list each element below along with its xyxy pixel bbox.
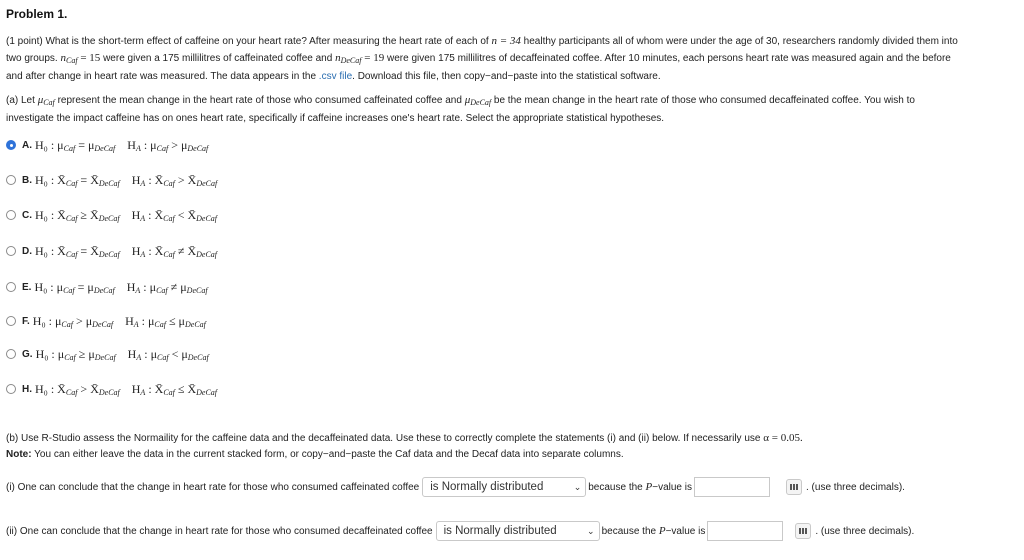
because-text: because the xyxy=(588,481,643,493)
option-a[interactable] xyxy=(6,136,208,154)
statement-i-text: (i) One can conclude that the change in heart rate for those who consumed caffeinated coffee xyxy=(6,481,420,493)
ndecaf-sub: DeCaf xyxy=(340,56,362,65)
note-text: You can either leave the data in the current stacked form, or copy−and−paste the Caf data and the Decaf data into separate columns. xyxy=(34,449,624,460)
h0-expression: H₀ : $\mu_{Caf} > \mu_{DeCaf}$ xyxy=(32,313,114,329)
decimals-hint: . (use three decimals). xyxy=(806,481,905,493)
normality-select-ii[interactable] xyxy=(436,521,600,541)
intro-text-5: were given 175 millilitres of decaffeinated coffee. After 10 minutes, each persons heart rate was measured again and the before xyxy=(387,53,951,64)
radio-button-a[interactable] xyxy=(6,140,16,150)
h0-expression: H₀ : $\mu_{Caf} \ge \mu_{DeCaf}$ xyxy=(35,346,116,362)
select-value: is Normally distributed xyxy=(430,481,544,493)
option-label: A. xyxy=(22,139,32,151)
option-label: E. xyxy=(22,281,32,293)
ndecaf-eq: = 19 xyxy=(364,52,385,64)
option-label: B. xyxy=(22,174,32,186)
csv-file-link[interactable]: .csv file xyxy=(318,71,353,82)
mu-caf: μ xyxy=(37,94,44,106)
problem-intro xyxy=(6,33,1014,85)
part-a-text-1: (a) Let xyxy=(6,95,35,106)
option-label: F. xyxy=(22,315,30,327)
keypad-icon[interactable] xyxy=(795,523,811,539)
radio-button-h[interactable] xyxy=(6,384,16,394)
part-a-text-2: represent the mean change in the heart rate of those who consumed caffeinated coffee and xyxy=(57,95,462,106)
ha-expression: $H_A$ : $\mu_{Caf} < \mu_{DeCaf}$ xyxy=(127,346,209,362)
option-d[interactable] xyxy=(6,242,217,260)
option-h[interactable] xyxy=(6,380,217,398)
because-text: because the xyxy=(601,525,657,537)
select-value: is Normally distributed xyxy=(443,525,557,537)
chevron-down-icon: ⌄ xyxy=(587,525,595,536)
h0-expression: H₀ : $X̄_{Caf}$ > $X̄_{DeCaf}$ xyxy=(35,381,120,397)
part-a-text xyxy=(6,92,1014,127)
mu-caf-sub: Caf xyxy=(43,98,55,107)
option-e[interactable] xyxy=(6,278,208,296)
pvalue-text: −value is xyxy=(652,481,692,493)
radio-button-b[interactable] xyxy=(6,175,16,185)
statement-ii xyxy=(6,521,914,541)
intro-text-7: . Download this file, then copy−and−paste into the statistical software. xyxy=(352,71,661,82)
problem-title: Problem 1. xyxy=(6,7,68,21)
option-label: H. xyxy=(22,383,32,395)
h0-expression: H₀ : $X̄_{Caf}$ = $X̄_{DeCaf}$ xyxy=(35,243,120,259)
radio-button-e[interactable] xyxy=(6,282,16,292)
h0-expression: H₀ : $X̄_{Caf}$ ≥ $X̄_{DeCaf}$ xyxy=(35,207,120,223)
ha-expression: $H_A$ : $\mu_{Caf} \ne \mu_{DeCaf}$ xyxy=(126,279,208,295)
statement-ii-text: (ii) One can conclude that the change in heart rate for those who consumed decaffeinated coffee xyxy=(6,525,433,537)
part-a-text-3: be the mean change in the heart rate of those who consumed decaffeinated coffee. You wish to xyxy=(493,95,915,106)
keypad-icon[interactable] xyxy=(786,479,802,495)
chevron-down-icon: ⌄ xyxy=(573,481,582,492)
ha-expression: $H_A$ : $X̄_{Caf}$ ≤ $X̄_{DeCaf}$ xyxy=(131,381,218,397)
option-label: C. xyxy=(22,209,32,221)
radio-button-f[interactable] xyxy=(6,316,16,326)
ha-expression: $H_A$ : $\mu_{Caf} > \mu_{DeCaf}$ xyxy=(127,137,209,153)
intro-text-3: two groups. xyxy=(6,53,58,64)
ncaf-eq: = 15 xyxy=(80,52,101,64)
ha-expression: $H_A$ : $X̄_{Caf}$ > $X̄_{DeCaf}$ xyxy=(131,172,218,188)
ha-expression: $H_A$ : $X̄_{Caf}$ ≠ $X̄_{DeCaf}$ xyxy=(131,243,218,259)
h0-expression: H₀ : $\mu_{Caf} = \mu_{DeCaf}$ xyxy=(35,137,116,153)
part-b-text xyxy=(6,430,1014,463)
option-g[interactable] xyxy=(6,345,209,363)
part-b-text-1: (b) Use R-Studio assess the Normaility for the caffeine data and the decaffeinated data. Use these to correctly complete the statements (i) and (ii) below. If necessarily use xyxy=(6,433,761,444)
mu-decaf: μ xyxy=(464,94,471,106)
option-f[interactable] xyxy=(6,312,206,330)
pvalue-text: −value is xyxy=(665,525,706,537)
radio-button-g[interactable] xyxy=(6,349,16,359)
ha-expression: $H_A$ : $X̄_{Caf}$ < $X̄_{DeCaf}$ xyxy=(131,207,218,223)
normality-select-i[interactable] xyxy=(422,477,586,497)
intro-text-2: healthy participants all of whom were under the age of 30, researchers randomly divided them into xyxy=(523,36,958,47)
radio-button-d[interactable] xyxy=(6,246,16,256)
intro-text-4: were given a 175 millilitres of caffeinated coffee and xyxy=(103,53,333,64)
decimals-hint: . (use three decimals). xyxy=(815,525,915,537)
mu-decaf-sub: DeCaf xyxy=(470,98,492,107)
p-symbol: P xyxy=(645,481,653,493)
ndecaf-symbol: n xyxy=(335,52,341,64)
option-c[interactable] xyxy=(6,206,217,224)
alpha-value: α = 0.05. xyxy=(763,432,803,444)
statement-i xyxy=(6,477,905,497)
note-label: Note: xyxy=(6,449,32,460)
option-label: D. xyxy=(22,245,32,257)
n-value: n = 34 xyxy=(491,35,521,47)
pvalue-input-i[interactable] xyxy=(694,477,770,497)
p-symbol: P xyxy=(658,525,666,537)
option-label: G. xyxy=(22,348,33,360)
h0-expression: H₀ : $X̄_{Caf}$ = $X̄_{DeCaf}$ xyxy=(35,172,120,188)
ncaf-sub: Caf xyxy=(65,56,78,65)
part-a-text-4: investigate the impact caffeine has on ones heart rate, specifically if caffeine increases one's heart rate. Select the appropriate statistical hypotheses. xyxy=(6,113,665,124)
intro-text-1: (1 point) What is the short-term effect of caffeine on your heart rate? After measuring the heart rate of each of xyxy=(6,36,489,47)
option-b[interactable] xyxy=(6,171,217,189)
ha-expression: $H_A$ : $\mu_{Caf} \le \mu_{DeCaf}$ xyxy=(125,313,206,329)
ncaf-symbol: n xyxy=(60,52,66,64)
pvalue-input-ii[interactable] xyxy=(707,521,783,541)
h0-expression: H₀ : $\mu_{Caf} = \mu_{DeCaf}$ xyxy=(34,279,115,295)
radio-button-c[interactable] xyxy=(6,210,16,220)
intro-text-6: and after change in heart rate was measured. The data appears in the xyxy=(6,71,317,82)
